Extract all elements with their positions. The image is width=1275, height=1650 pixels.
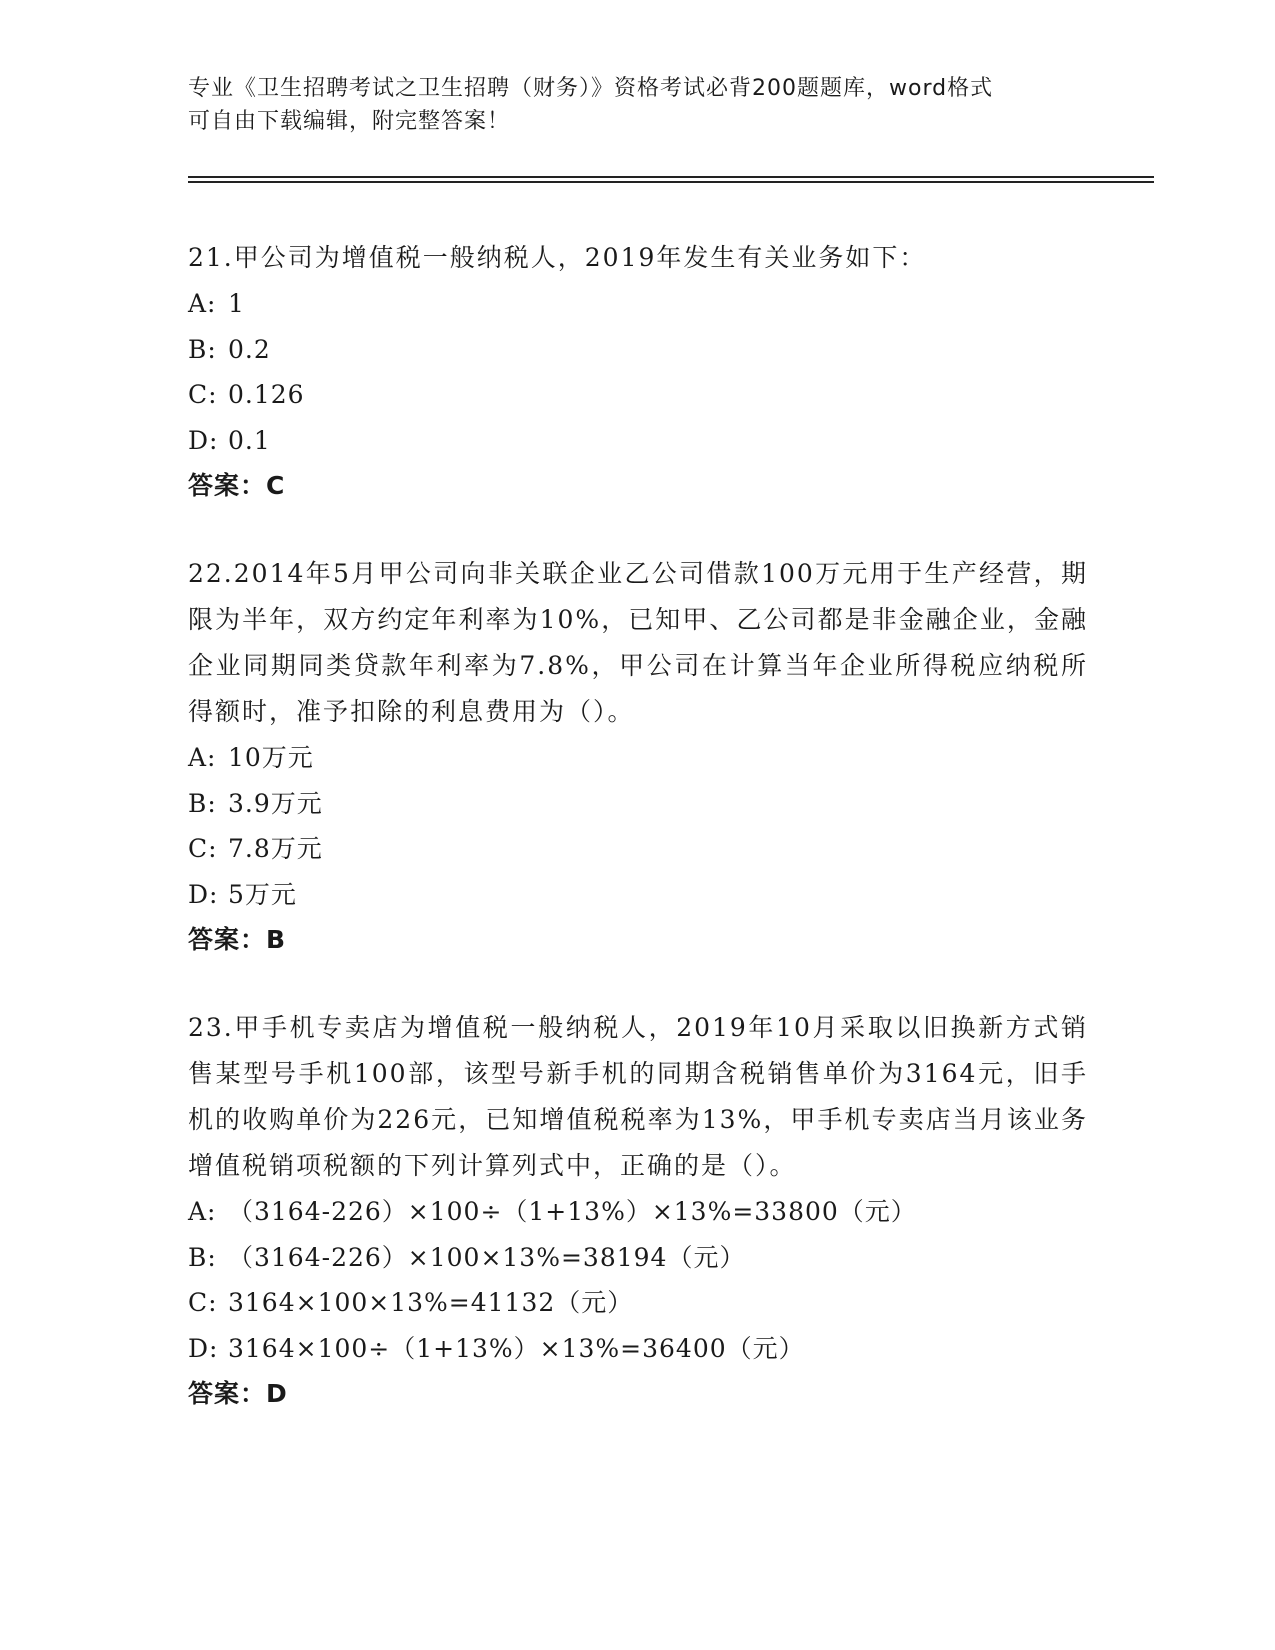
answer-value: B	[266, 925, 287, 954]
option-text: 0.2	[228, 334, 271, 364]
option-b	[188, 1235, 1088, 1281]
option-text: 3164×100÷（1+13%）×13%=36400（元）	[228, 1333, 805, 1363]
option-c	[188, 372, 1088, 418]
option-c	[188, 1280, 1088, 1326]
question-body: 2014年5月甲公司向非关联企业乙公司借款100万元用于生产经营，期限为半年，双方约定年利率为10%，已知甲、乙公司都是非金融企业，金融企业同期同类贷款年利率为7.8%，甲公司在计算当年企业所得税应纳税所得额时，准予扣除的利息费用为（）。	[188, 559, 1088, 726]
question-text	[188, 551, 1088, 735]
option-letter: A:	[188, 1197, 217, 1226]
option-letter: B:	[188, 334, 217, 364]
option-letter: D:	[188, 1333, 219, 1363]
option-d	[188, 872, 1088, 918]
option-text: 0.126	[228, 380, 305, 409]
option-letter: B:	[188, 1242, 217, 1272]
option-text: （3164-226）×100×13%=38194（元）	[228, 1242, 746, 1272]
option-text: 7.8万元	[228, 834, 323, 863]
question-text	[188, 235, 1088, 281]
option-d	[188, 1326, 1088, 1372]
option-a	[188, 1189, 1088, 1235]
option-letter: C:	[188, 1288, 218, 1317]
option-text: 10万元	[228, 743, 314, 772]
answer-label: 答案：	[188, 1379, 267, 1408]
option-text: 5万元	[228, 879, 297, 909]
option-text: 0.1	[228, 425, 271, 455]
header-rule-bottom	[188, 181, 1154, 183]
option-letter: C:	[188, 834, 218, 863]
question-text	[188, 1005, 1088, 1189]
option-a	[188, 735, 1088, 781]
question-list	[188, 235, 1088, 1459]
option-text: 3164×100×13%=41132（元）	[228, 1288, 634, 1317]
answer-value: D	[266, 1379, 288, 1408]
option-text: （3164-226）×100÷（1+13%）×13%=33800（元）	[228, 1197, 917, 1226]
question-22	[188, 551, 1088, 963]
option-b	[188, 327, 1088, 373]
header-line-2: 可自由下载编辑，附完整答案！	[188, 109, 511, 134]
option-letter: D:	[188, 879, 219, 909]
option-c	[188, 826, 1088, 872]
answer-line	[188, 917, 1088, 963]
option-d	[188, 418, 1088, 464]
header-rule-top	[188, 176, 1154, 178]
document-header	[188, 72, 1088, 138]
option-letter: A:	[188, 743, 217, 772]
option-letter: A:	[188, 289, 217, 318]
option-text: 3.9万元	[228, 788, 323, 818]
option-letter: C:	[188, 380, 218, 409]
question-number: 23.	[188, 1013, 234, 1042]
answer-line	[188, 1371, 1088, 1417]
question-body: 甲手机专卖店为增值税一般纳税人，2019年10月采取以旧换新方式销售某型号手机100部，该型号新手机的同期含税销售单价为3164元，旧手机的收购单价为226元，已知增值税税率为13%，甲手机专卖店当月该业务增值税销项税额的下列计算列式中，正确的是（）。	[188, 1013, 1088, 1180]
option-b	[188, 781, 1088, 827]
question-number: 22.	[188, 559, 234, 588]
question-body: 甲公司为增值税一般纳税人，2019年发生有关业务如下：	[233, 243, 927, 272]
answer-label: 答案：	[188, 471, 267, 500]
question-number: 21.	[188, 243, 234, 272]
option-letter: D:	[188, 425, 219, 455]
question-23	[188, 1005, 1088, 1417]
option-a	[188, 281, 1088, 327]
option-letter: B:	[188, 788, 217, 818]
question-21	[188, 235, 1088, 509]
option-text: 1	[228, 289, 245, 318]
answer-value: C	[266, 471, 286, 500]
answer-line	[188, 463, 1088, 509]
header-line-1: 专业《卫生招聘考试之卫生招聘（财务）》资格考试必背200题题库，word格式	[188, 76, 994, 101]
answer-label: 答案：	[188, 925, 267, 954]
